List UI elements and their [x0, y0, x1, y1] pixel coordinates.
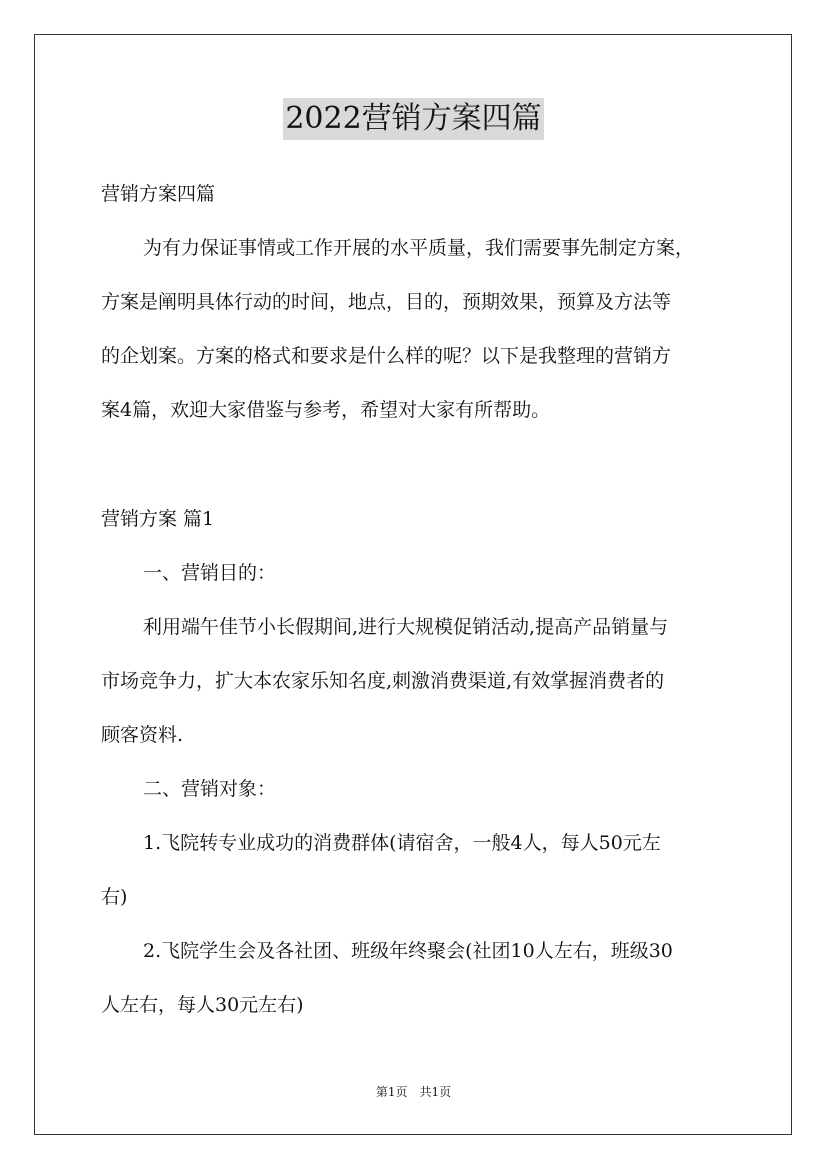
list-item: 2.飞院学生会及各社团、班级年终聚会(社团10人左右，班级30: [143, 940, 673, 962]
paragraph-line: 的企划案。方案的格式和要求是什么样的呢？以下是我整理的营销方: [101, 345, 672, 367]
subheading: 一、营销目的：: [143, 562, 277, 584]
paragraph-line: 案4篇，欢迎大家借鉴与参考，希望对大家有所帮助。: [101, 399, 551, 421]
list-item-continuation: 右): [101, 886, 128, 908]
document-title: 2022营销方案四篇: [283, 98, 543, 140]
section-heading: 营销方案四篇: [101, 183, 216, 205]
list-item-continuation: 人左右，每人30元左右): [101, 994, 304, 1016]
paragraph-line: 为有力保证事情或工作开展的水平质量，我们需要事先制定方案，: [143, 237, 695, 259]
page-footer: 第1页 共1页: [375, 1085, 452, 1099]
title-container: [0, 98, 827, 140]
paragraph-line: 利用端午佳节小长假期间,进行大规模促销活动,提高产品销量与: [143, 616, 669, 638]
paragraph-line: 顾客资料.: [101, 724, 184, 746]
paragraph-line: 方案是阐明具体行动的时间，地点，目的，预期效果，预算及方法等: [101, 291, 672, 313]
section-heading: 营销方案 篇1: [101, 508, 215, 530]
subheading: 二、营销对象：: [143, 778, 277, 800]
list-item: 1.飞院转专业成功的消费群体(请宿舍，一般4人，每人50元左: [143, 832, 661, 854]
paragraph-line: 市场竞争力，扩大本农家乐知名度,刺激消费渠道,有效掌握消费者的: [101, 670, 665, 692]
